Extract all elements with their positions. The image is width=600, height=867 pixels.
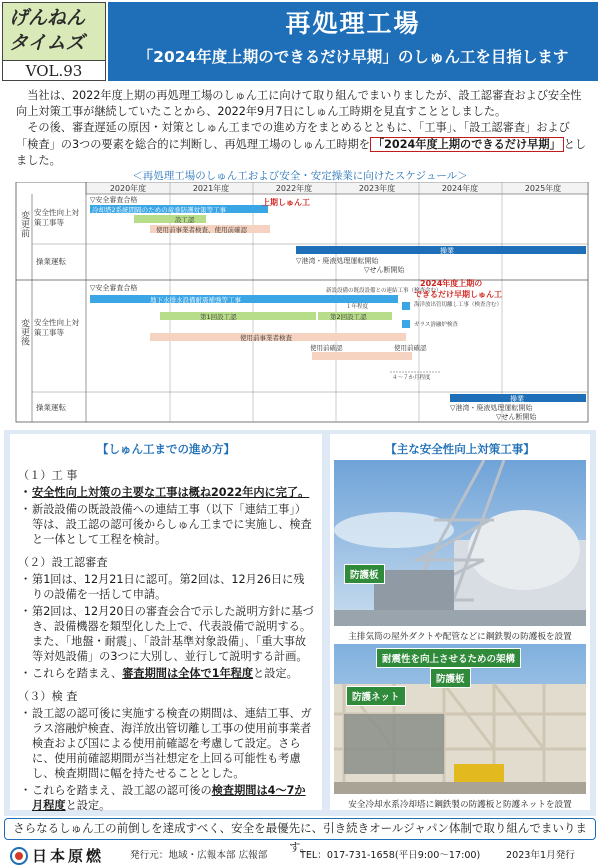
- after-confirm1: 使用前確認: [310, 344, 343, 352]
- tag-protective-plate-1: 防護板: [344, 564, 385, 584]
- left-panel: [10, 434, 322, 810]
- section-review-title: （２）設工認審査: [18, 556, 108, 569]
- right-panel-heading: 【主な安全性向上対策工事】: [385, 442, 535, 456]
- section-inspection: [18, 689, 314, 813]
- row-label-safety-after: 安全性向上対策工事等: [34, 318, 79, 337]
- brand: [10, 845, 104, 867]
- intro-text: [16, 88, 590, 169]
- caption-exhaust-stack: 主排気筒の屋外ダクトや配管などに鋼鉄製の防護板を設置: [348, 632, 572, 642]
- year-2025: 2025年度: [524, 184, 562, 193]
- after-d2-label: 第2回設工認: [330, 313, 367, 321]
- after-port: ▽港湾・廃液処理運転開始: [450, 404, 533, 412]
- intro-paragraph-1: 当社は、2022年度上期の再処理工場のしゅん工に向けて取り組んでまいりましたが、設工認審査および安全性向上対策工事が継続していたことから、2022年9月7日にしゅん工時期を見直すこととしました。: [16, 89, 582, 119]
- year-2021: 2021年度: [192, 184, 230, 193]
- schedule-chart: [10, 168, 590, 424]
- year-2020: 2020年度: [109, 184, 147, 193]
- schedule-gantt: [10, 182, 590, 424]
- intro-highlight: 「2024年度上期のできるだけ早期」: [370, 137, 564, 152]
- logo-line1: げんねん: [9, 7, 86, 29]
- section-review: [18, 555, 314, 681]
- before-port: ▽港湾・廃液処理運転開始: [296, 257, 379, 265]
- after-sen: ▽せん断開始: [496, 413, 537, 421]
- intro-p2-part-b: としました。: [16, 137, 587, 167]
- before-design-label: 設工認: [175, 216, 195, 224]
- after-operation-label: 操業: [510, 395, 524, 403]
- after-existing: 新設設備の既設設備との連結工事（検査含む）: [326, 288, 442, 294]
- telephone: TEL：017-731-1658(平日9:00～17:00): [300, 850, 481, 861]
- row-label-ops-after: 操業運転: [36, 403, 66, 412]
- before-lightning-label: 冷却塔2系統間隔のための竜巻防護対策等工事: [92, 206, 227, 214]
- after-oneyear: １年程度: [346, 304, 369, 310]
- after-target-line1: 2024年度上期の: [420, 279, 483, 288]
- volume-number: VOL.93: [3, 60, 105, 80]
- row-label-ops-before: 操業運転: [36, 257, 66, 266]
- newsletter-logo: [2, 2, 106, 81]
- closing-banner: さらなるしゅん工の前倒しを達成すべく、安全を最優先に、引き続きオールジャパン体制で取り組んでまいります。: [4, 818, 596, 840]
- after-target-line2: できるだけ早期しゅん工: [414, 290, 502, 299]
- bottom-panels: [4, 430, 596, 816]
- tag-protective-plate-2: 防護板: [430, 668, 471, 688]
- tag-protective-net: 防護ネット: [346, 686, 406, 706]
- year-2023: 2023年度: [358, 184, 396, 193]
- logo-line2: タイムズ: [9, 32, 85, 54]
- company-name: 日本原燃: [32, 847, 105, 865]
- after-under-label: 地下水排水設備耐震補強等工事: [150, 296, 241, 304]
- footer: [0, 845, 600, 867]
- label-before: 変更前: [19, 210, 29, 238]
- construction-bullet-2: ・ 新設設備の既設設備への連結工事（以下「連結工事」）等は、設工認の認可後からしゅん工までに実施し、検査と一体として工程を検討。: [32, 502, 314, 547]
- inspection-bullet-1: ・ 設工認の認可後に実施する検査の期間は、連結工事、ガラス溶融炉検査、海洋放出管切離し工事の使用前事業者検査および国による使用前確認を考慮して設定。さらに、使用前確認期間が当社想定を上回る可能性も考慮し、検査期間に幅を持たせることとした。: [32, 706, 314, 781]
- photo-cooling-tower: [334, 644, 586, 798]
- label-after: 変更後: [19, 318, 29, 346]
- right-panel: [330, 434, 590, 810]
- year-2022: 2022年度: [275, 184, 313, 193]
- review-bullet-3: ・ これらを踏まえ、審査期間は全体で1年程度と設定。: [32, 666, 314, 681]
- after-confirm2: 使用前確認: [394, 344, 427, 352]
- page-subtitle: 「2024年度上期のできるだけ早期」のしゅん工を目指します: [137, 48, 569, 66]
- review-bullet-2: ・ 第2回は、12月20日の審査会合で示した説明方針に基づき、設備機器を類型化した上で、代表設備で説明する。また、「地盤・耐震」、「設計基準対象設備」、「重大事故等対処設備」の3つに大別し、並行して説明する計画。: [32, 604, 314, 664]
- section-inspection-title: （３）検 査: [18, 690, 78, 703]
- exhaust-stack-image: [334, 460, 586, 626]
- company-logo-icon: [10, 847, 28, 865]
- after-47months: ４～７か月程度: [392, 375, 431, 381]
- intro-paragraph-2: [16, 120, 590, 169]
- after-precheck-label: 使用前事業者検査: [240, 334, 292, 342]
- after-seaside: 海洋放出管切離し工事（検査含む）: [414, 302, 503, 308]
- caption-cooling-tower: 安全冷却水系冷却塔に鋼鉄製の防護板と防護ネットを設置: [348, 800, 572, 810]
- review-bullet-1: ・ 第1回は、12月21日に認可。第2回は、12月26日に残りの設備を一括して申請。: [32, 572, 314, 602]
- left-panel-heading: 【しゅん工までの進め方】: [97, 442, 235, 456]
- construction-bullet-1: ・ 安全性向上対策の主要な工事は概ね2022年内に完了。: [32, 485, 314, 500]
- after-safety-pass: ▽安全審査合格: [90, 284, 138, 292]
- intro-p2-part-a: その後、審査遅延の原因・対策としゅん工までの進め方をまとめるとともに、「工事」、「設工認審査」および「検査」の3つの要素を総合的に判断し、再処理工場のしゅん工時期を: [16, 121, 570, 151]
- issue-date: 2023年1月発行: [506, 850, 575, 861]
- section-construction: [18, 468, 314, 547]
- after-under-bar: [90, 295, 398, 303]
- page-title: 再処理工場: [285, 9, 421, 38]
- publisher: 発行元：地域・広報本部 広報部: [130, 850, 268, 861]
- before-safety-pass: ▽安全審査合格: [90, 196, 138, 204]
- photo-exhaust-stack: [334, 460, 586, 630]
- section-construction-title: （１）工 事: [18, 469, 78, 482]
- before-sen: ▽せん断開始: [364, 266, 405, 274]
- after-d1-label: 第1回設工認: [200, 313, 237, 321]
- row-label-safety-before: 安全性向上対策工事等: [34, 208, 79, 227]
- header: [0, 0, 600, 84]
- before-precheck-label: 使用前事業者検査、使用前確認: [156, 226, 247, 234]
- title-band: [108, 2, 598, 81]
- tag-seismic-frame: 耐震性を向上させるための架構: [376, 648, 521, 668]
- after-glass: ガラス溶融炉検査: [414, 322, 458, 328]
- before-operation-label: 操業: [440, 247, 454, 255]
- schedule-title: ＜再処理工場のしゅん工および安全・安定操業に向けたスケジュール＞: [132, 170, 468, 182]
- before-design-bar: [134, 215, 206, 223]
- after-d1-bar: [160, 312, 316, 320]
- year-2024: 2024年度: [441, 184, 479, 193]
- inspection-bullet-2: ・ これらを踏まえ、設工認の認可後の検査期間は4～7か月程度と設定。: [32, 783, 314, 813]
- before-shunko: 上期しゅん工: [262, 198, 310, 207]
